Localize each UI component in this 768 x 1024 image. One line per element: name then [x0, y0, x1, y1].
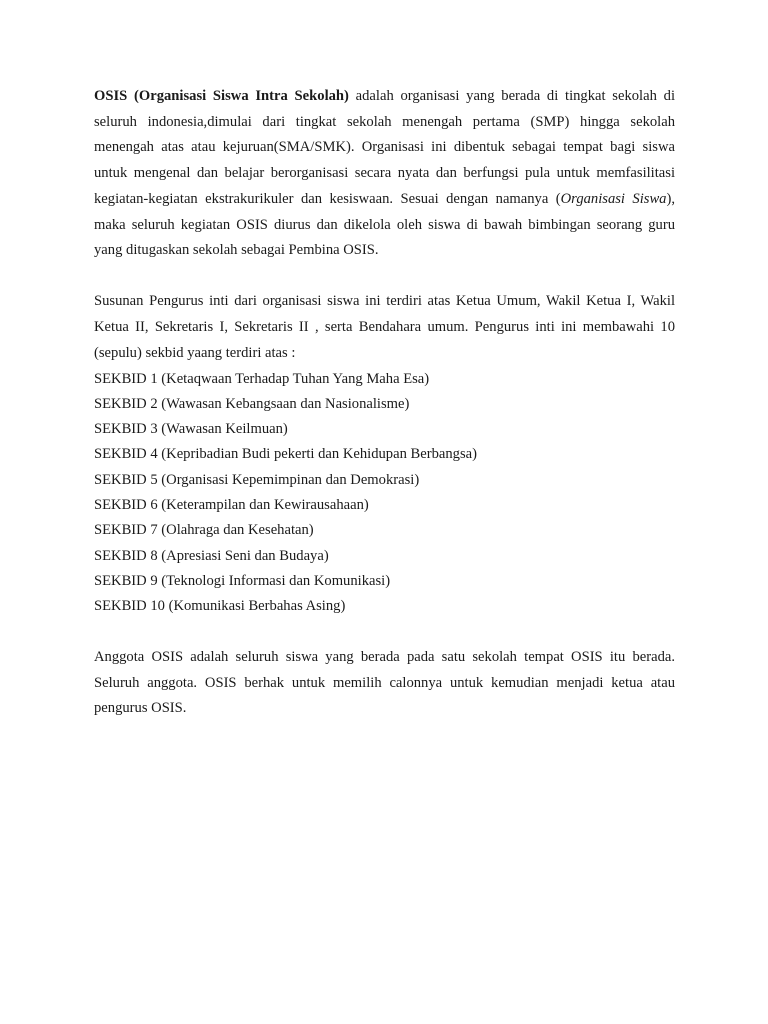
paragraph-anggota: Anggota OSIS adalah seluruh siswa yang berada pada satu sekolah tempat OSIS itu berada. Seluruh anggota. OSIS berhak untuk memilih calonnya untuk kemudian menjadi ketua atau pengurus OSIS. [94, 649, 675, 717]
sekbid-list [94, 367, 675, 620]
sekbid-item: SEKBID 6 (Keterampilan dan Kewirausahaan) [94, 497, 369, 514]
osis-term: OSIS (Organisasi Siswa Intra Sekolah) [94, 88, 349, 104]
sekbid-item: SEKBID 9 (Teknologi Informasi dan Komunikasi) [94, 572, 391, 589]
paragraph-pengurus: Susunan Pengurus inti dari organisasi siswa ini terdiri atas Ketua Umum, Wakil Ketua I, Wakil Ketua II, Sekretaris I, Sekretaris II , serta Bendahara umum. Pengurus inti ini membawahi 10 (sepulu) sekbid yaang terdiri atas : [94, 293, 675, 361]
sekbid-item: SEKBID 1 (Ketaqwaan Terhadap Tuhan Yang Maha Esa) [94, 370, 430, 387]
sekbid-item: SEKBID 2 (Wawasan Kebangsaan dan Nasionalisme) [94, 395, 410, 412]
paragraph-osis-definition [94, 84, 675, 264]
sekbid-item: SEKBID 4 (Kepribadian Budi pekerti dan Kehidupan Berbangsa) [94, 446, 477, 463]
paragraph-text: adalah organisasi yang berada di tingkat sekolah di seluruh indonesia,dimulai dari tingkat sekolah menengah pertama (SMP) hingga sekolah menengah atas atau kejuruan(SMA/SMK). Organisasi ini dibentuk sebagai tempat bagi siswa untuk mengenal dan belajar berorganisasi secara nyata dan berfungsi pula untuk memfasilitasi kegiatan-kegiatan ekstrakurikuler dan kesiswaan. Sesuai dengan namanya ( [94, 88, 675, 207]
sekbid-item: SEKBID 8 (Apresiasi Seni dan Budaya) [94, 547, 329, 564]
sekbid-item: SEKBID 10 (Komunikasi Berbahas Asing) [94, 598, 346, 615]
paragraph-text: ), maka seluruh kegiatan OSIS diurus dan dikelola oleh siswa di bawah bimbingan seorang guru yang ditugaskan sekolah sebagai Pembina OSIS. [94, 190, 675, 259]
sekbid-item: SEKBID 7 (Olahraga dan Kesehatan) [94, 522, 314, 539]
sekbid-item: SEKBID 5 (Organisasi Kepemimpinan dan Demokrasi) [94, 471, 420, 488]
document-body [94, 84, 675, 722]
osis-italic-term: Organisasi Siswa [560, 190, 667, 207]
sekbid-item: SEKBID 3 (Wawasan Keilmuan) [94, 421, 288, 438]
